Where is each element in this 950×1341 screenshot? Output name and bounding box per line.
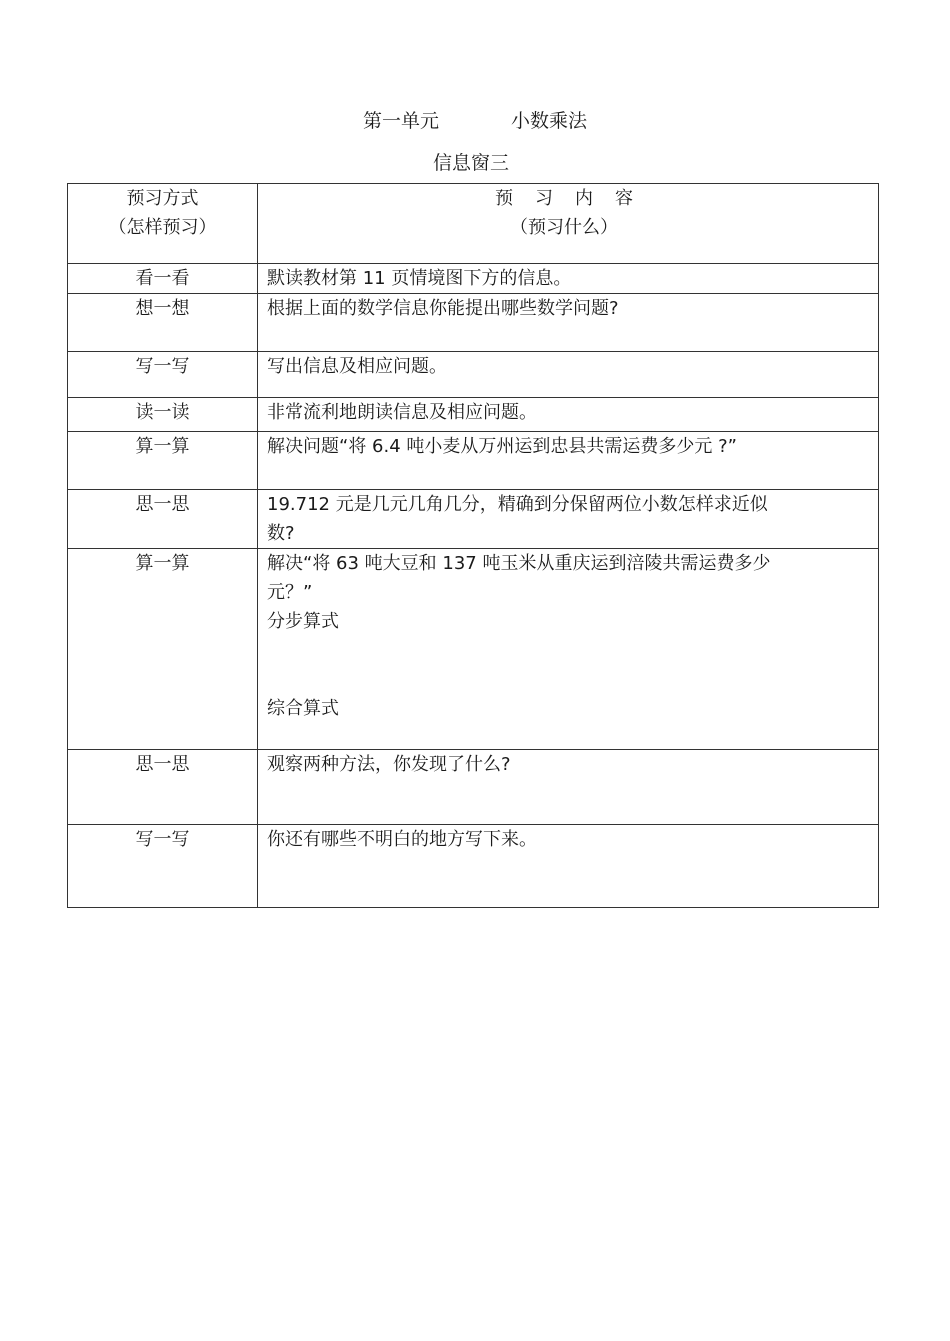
method-cell: 算一算	[68, 432, 258, 490]
content-header	[258, 184, 879, 264]
content-cell	[258, 549, 879, 750]
table-row	[68, 294, 879, 352]
content-cell	[258, 352, 879, 398]
method-cell: 写一写	[68, 825, 258, 908]
table-row	[68, 549, 879, 750]
content-cell	[258, 294, 879, 352]
method-header-title: 预习方式	[126, 188, 199, 209]
table-row	[68, 352, 879, 398]
content-line: 观察两种方法，你发现了什么?	[267, 754, 511, 775]
table-row	[68, 750, 879, 825]
document-subtitle: 信息窗三	[432, 152, 509, 174]
content-cell	[258, 825, 879, 908]
method-header	[68, 184, 258, 264]
content-line: 元？”	[267, 582, 313, 603]
method-cell: 想一想	[68, 294, 258, 352]
content-line: 根据上面的数学信息你能提出哪些数学问题?	[267, 298, 619, 319]
content-header-note: （预习什么）	[510, 217, 618, 238]
content-line: 分步算式	[267, 611, 339, 632]
method-cell: 看一看	[68, 264, 258, 294]
content-line: 数?	[267, 523, 295, 544]
topic-label: 小数乘法	[511, 110, 588, 132]
table-row	[68, 432, 879, 490]
content-line: 写出信息及相应问题。	[267, 356, 447, 377]
method-cell: 思一思	[68, 750, 258, 825]
method-cell: 写一写	[68, 352, 258, 398]
content-line: 解决问题“将 6.4 吨小麦从万州运到忠县共需运费多少元 ?”	[267, 436, 737, 457]
content-line: 综合算式	[267, 698, 339, 719]
table-header-row	[68, 184, 879, 264]
method-cell: 算一算	[68, 549, 258, 750]
content-cell	[258, 398, 879, 432]
content-header-title: 预习内容	[495, 188, 655, 209]
method-cell: 读一读	[68, 398, 258, 432]
document-title	[0, 108, 950, 134]
content-cell	[258, 750, 879, 825]
table-row	[68, 264, 879, 294]
unit-label: 第一单元	[362, 110, 439, 132]
content-cell	[258, 432, 879, 490]
method-cell: 思一思	[68, 490, 258, 549]
content-line: 19.712 元是几元几角几分，精确到分保留两位小数怎样求近似	[267, 494, 768, 515]
content-line: 默读教材第 11 页情境图下方的信息。	[267, 268, 572, 289]
table-row	[68, 825, 879, 908]
preview-table	[67, 183, 879, 908]
content-line: 你还有哪些不明白的地方写下来。	[267, 829, 537, 850]
content-line: 非常流利地朗读信息及相应问题。	[267, 402, 537, 423]
content-cell	[258, 264, 879, 294]
table-row	[68, 490, 879, 549]
content-cell	[258, 490, 879, 549]
table-row	[68, 398, 879, 432]
content-line: 解决“将 63 吨大豆和 137 吨玉米从重庆运到涪陵共需运费多少	[267, 553, 771, 574]
method-header-note: （怎样预习）	[108, 217, 217, 238]
